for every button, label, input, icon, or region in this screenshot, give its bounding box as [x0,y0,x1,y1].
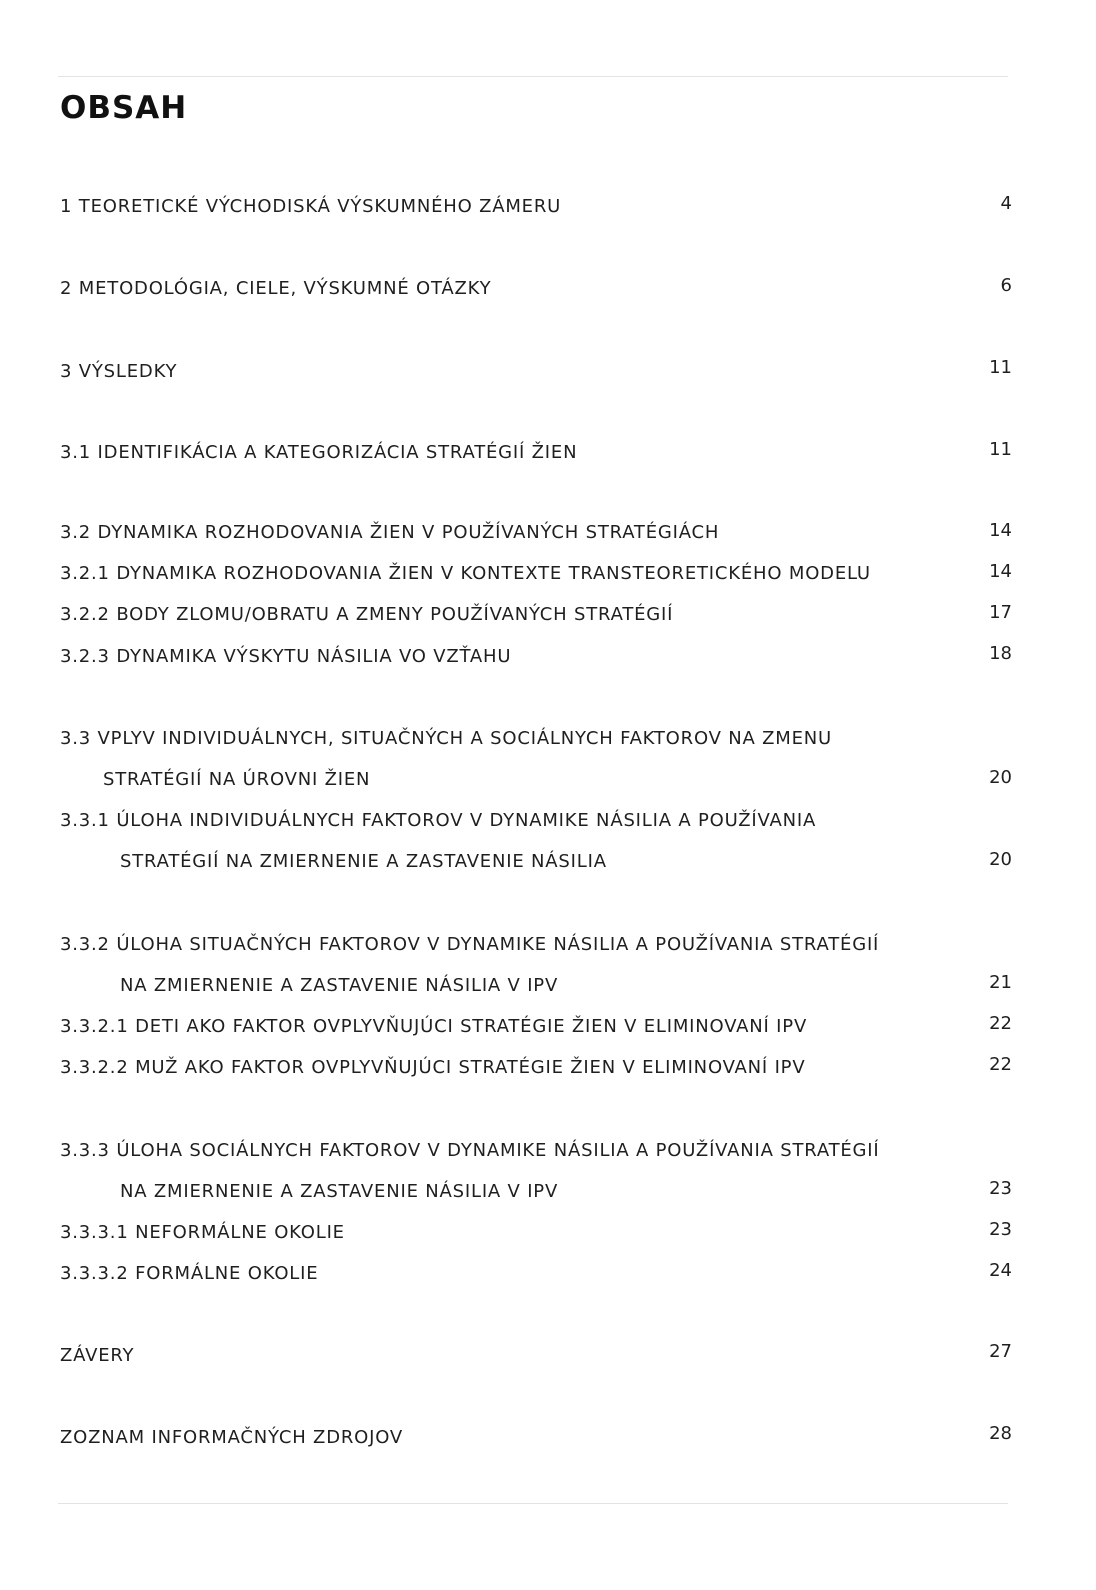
toc-page-3-3-3-2: 24 [989,1260,1012,1281]
toc-entry-3-3-3[interactable]: 3.3.3 ÚLOHA SOCIÁLNYCH FAKTOROV V DYNAMIKE NÁSILIA A POUŽÍVANIA STRATÉGIÍ [60,1140,880,1161]
toc-entry-2[interactable]: 2 METODOLÓGIA, CIELE, VÝSKUMNÉ OTÁZKY [60,278,492,299]
page-title: OBSAH [60,90,188,126]
toc-entry-3-2-2[interactable]: 3.2.2 BODY ZLOMU/OBRATU A ZMENY POUŽÍVANÝCH STRATÉGIÍ [60,604,674,625]
toc-entry-3-3-1[interactable]: 3.3.1 ÚLOHA INDIVIDUÁLNYCH FAKTOROV V DYNAMIKE NÁSILIA A POUŽÍVANIA [60,810,817,831]
toc-entry-3-3-2[interactable]: 3.3.2 ÚLOHA SITUAČNÝCH FAKTOROV V DYNAMIKE NÁSILIA A POUŽÍVANIA STRATÉGIÍ [60,934,880,955]
toc-entry-3-3-2-2[interactable]: 3.3.2.2 MUŽ AKO FAKTOR OVPLYVŇUJÚCI STRATÉGIE ŽIEN V ELIMINOVANÍ IPV [60,1057,806,1078]
toc-page-3-3: 20 [989,767,1012,788]
toc-page-3-3-1: 20 [989,849,1012,870]
toc-page-3-2-1: 14 [989,561,1012,582]
toc-page-3-3-2-1: 22 [989,1013,1012,1034]
toc-entry-3-3-2-cont[interactable]: NA ZMIERNENIE A ZASTAVENIE NÁSILIA V IPV [120,975,559,996]
toc-page-3: 11 [989,357,1012,378]
toc-entry-3-3-cont[interactable]: STRATÉGIÍ NA ÚROVNI ŽIEN [103,769,371,790]
toc-entry-conclusions[interactable]: ZÁVERY [60,1345,135,1366]
toc-page-3-2: 14 [989,520,1012,541]
toc-entry-3-3-1-cont[interactable]: STRATÉGIÍ NA ZMIERNENIE A ZASTAVENIE NÁSILIA [120,851,607,872]
toc-page-3-3-2-2: 22 [989,1054,1012,1075]
toc-entry-3[interactable]: 3 VÝSLEDKY [60,361,178,382]
toc-page-3-3-2: 21 [989,972,1012,993]
toc-page-2: 6 [1000,275,1012,296]
toc-page-3-3-3: 23 [989,1178,1012,1199]
toc-page-3-2-2: 17 [989,602,1012,623]
toc-entry-3-2[interactable]: 3.2 DYNAMIKA ROZHODOVANIA ŽIEN V POUŽÍVANÝCH STRATÉGIÁCH [60,522,720,543]
toc-page-sources: 28 [989,1423,1012,1444]
toc-entry-1[interactable]: 1 TEORETICKÉ VÝCHODISKÁ VÝSKUMNÉHO ZÁMERU [60,196,562,217]
toc-page-1: 4 [1000,193,1012,214]
toc-entry-3-3-3-1[interactable]: 3.3.3.1 NEFORMÁLNE OKOLIE [60,1222,345,1243]
toc-entry-3-2-1[interactable]: 3.2.1 DYNAMIKA ROZHODOVANIA ŽIEN V KONTEXTE TRANSTEORETICKÉHO MODELU [60,563,871,584]
toc-entry-3-2-3[interactable]: 3.2.3 DYNAMIKA VÝSKYTU NÁSILIA VO VZŤAHU [60,646,512,667]
toc-entry-3-1[interactable]: 3.1 IDENTIFIKÁCIA A KATEGORIZÁCIA STRATÉGIÍ ŽIEN [60,442,578,463]
toc-page-3-2-3: 18 [989,643,1012,664]
toc-page-conclusions: 27 [989,1341,1012,1362]
toc-page-3-1: 11 [989,439,1012,460]
toc-entry-3-3[interactable]: 3.3 VPLYV INDIVIDUÁLNYCH, SITUAČNÝCH A SOCIÁLNYCH FAKTOROV NA ZMENU [60,728,833,749]
toc-page-3-3-3-1: 23 [989,1219,1012,1240]
toc-entry-3-3-3-cont[interactable]: NA ZMIERNENIE A ZASTAVENIE NÁSILIA V IPV [120,1181,559,1202]
toc-entry-sources[interactable]: ZOZNAM INFORMAČNÝCH ZDROJOV [60,1427,403,1448]
toc-entry-3-3-3-2[interactable]: 3.3.3.2 FORMÁLNE OKOLIE [60,1263,319,1284]
toc-entry-3-3-2-1[interactable]: 3.3.2.1 DETI AKO FAKTOR OVPLYVŇUJÚCI STRATÉGIE ŽIEN V ELIMINOVANÍ IPV [60,1016,808,1037]
bottom-rule [58,1503,1008,1504]
